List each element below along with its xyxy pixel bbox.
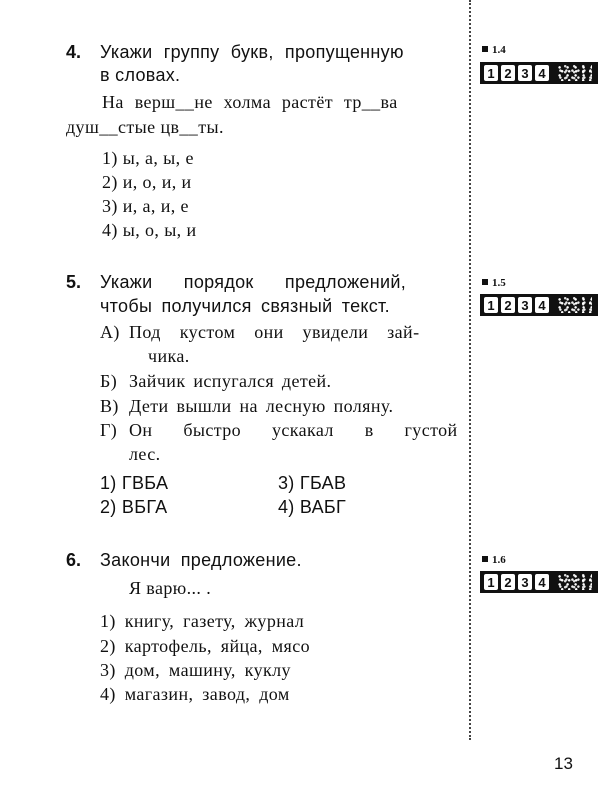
score-box[interactable]: 3: [518, 574, 532, 590]
score-box[interactable]: 2: [501, 297, 515, 313]
page-number: 13: [554, 754, 573, 773]
question-text-cont: душ__стые цв__ты.: [66, 117, 224, 137]
question-prompt-cont: чтобы получился связный текст.: [100, 296, 390, 316]
answer-option[interactable]: 3) ГБАВ: [278, 473, 347, 493]
bullet-icon: [482, 556, 488, 562]
question-number: 5.: [66, 272, 82, 292]
item-text-cont: лес.: [129, 444, 161, 464]
question-number: 4.: [66, 42, 82, 62]
answer-option[interactable]: 3) дом, машину, куклу: [100, 660, 291, 680]
noise-pattern: [558, 574, 592, 590]
score-box[interactable]: 2: [501, 65, 515, 81]
skill-code: 1.5: [482, 277, 506, 289]
score-boxes: [480, 571, 598, 593]
question-text: На верш__не холма растёт тр__ва: [102, 92, 398, 112]
question-prompt-cont: в словах.: [100, 65, 181, 85]
answer-option[interactable]: 4) ы, о, ы, и: [102, 220, 197, 240]
noise-pattern: [558, 65, 592, 81]
item-label: Б): [100, 371, 118, 391]
item-label: А): [100, 322, 120, 342]
answer-option[interactable]: 1) книгу, газету, журнал: [100, 611, 305, 631]
question-prompt: Укажи группу букв, пропущенную: [100, 42, 404, 62]
item-label: Г): [100, 420, 118, 440]
skill-code: 1.4: [482, 44, 506, 56]
question-number: 6.: [66, 550, 82, 570]
score-box[interactable]: 1: [484, 574, 498, 590]
answer-option[interactable]: 3) и, а, и, е: [102, 196, 189, 216]
score-boxes: [480, 62, 598, 84]
answer-option[interactable]: 4) магазин, завод, дом: [100, 684, 290, 704]
item-label: В): [100, 396, 119, 416]
score-box[interactable]: 4: [535, 574, 549, 590]
bullet-icon: [482, 46, 488, 52]
item-text-cont: чика.: [148, 346, 190, 366]
answer-option[interactable]: 2) картофель, яйца, мясо: [100, 636, 310, 656]
answer-option[interactable]: 1) ГВБА: [100, 473, 169, 493]
score-box[interactable]: 3: [518, 65, 532, 81]
score-box[interactable]: 4: [535, 297, 549, 313]
score-box[interactable]: 1: [484, 297, 498, 313]
item-text: Зайчик испугался детей.: [129, 371, 332, 391]
bullet-icon: [482, 279, 488, 285]
noise-pattern: [558, 297, 592, 313]
answer-option[interactable]: 2) ВБГА: [100, 497, 168, 517]
answer-option[interactable]: 1) ы, а, ы, е: [102, 148, 194, 168]
answer-option[interactable]: 2) и, о, и, и: [102, 172, 192, 192]
margin-divider: [469, 0, 471, 740]
item-text: Под кустом они увидели зай-: [129, 322, 420, 342]
score-box[interactable]: 3: [518, 297, 532, 313]
question-text: Я варю... .: [129, 578, 212, 598]
answer-option[interactable]: 4) ВАБГ: [278, 497, 347, 517]
score-box[interactable]: 4: [535, 65, 549, 81]
item-text: Он быстро ускакал в густой: [129, 420, 458, 440]
skill-code: 1.6: [482, 554, 506, 566]
question-prompt: Закончи предложение.: [100, 550, 302, 570]
question-prompt: Укажи порядок предложений,: [100, 272, 406, 292]
score-boxes: [480, 294, 598, 316]
item-text: Дети вышли на лесную поляну.: [129, 396, 394, 416]
score-box[interactable]: 1: [484, 65, 498, 81]
score-box[interactable]: 2: [501, 574, 515, 590]
